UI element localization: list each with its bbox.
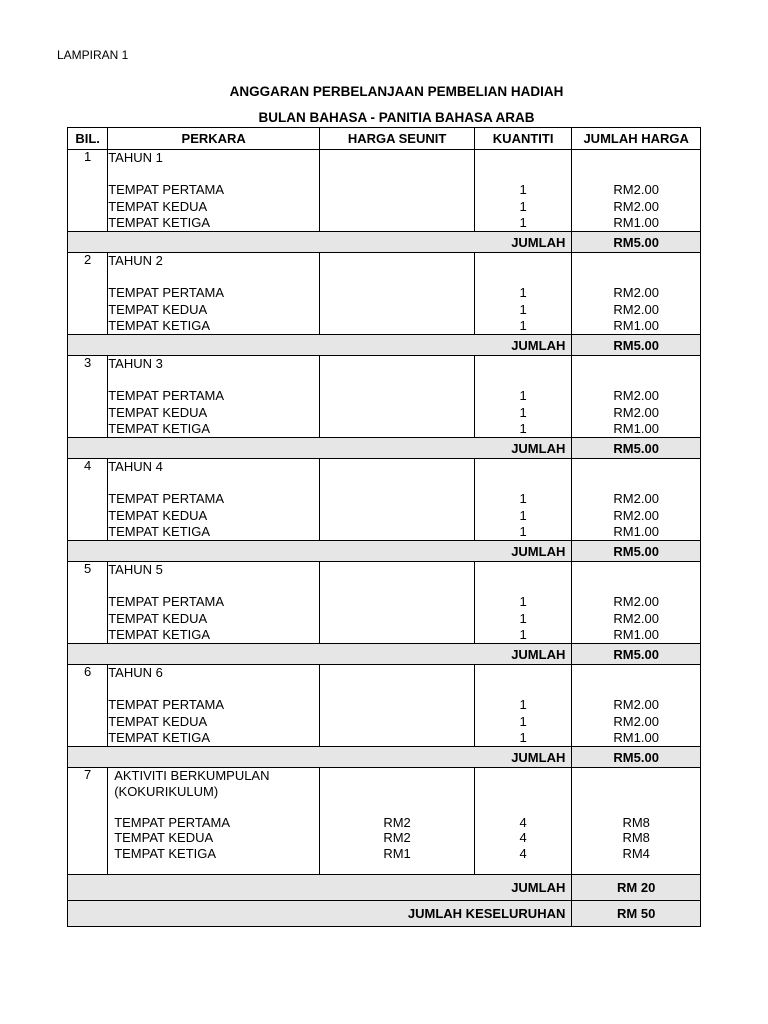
item-name: TEMPAT PERTAMA — [108, 697, 225, 713]
item-quantity: 1 — [519, 697, 527, 713]
subtotal-label: JUMLAH — [68, 644, 572, 665]
year-subtotal-row — [68, 541, 701, 562]
item-name: TEMPAT KETIGA — [108, 729, 211, 745]
item-quantity: 1 — [519, 404, 527, 420]
unit-price: RM2 — [383, 814, 411, 830]
amount-cell — [572, 562, 701, 644]
item-quantity: 1 — [519, 713, 527, 729]
year-title: TAHUN 4 — [108, 459, 163, 474]
item-quantity: 1 — [519, 198, 527, 214]
year-section-row — [68, 150, 701, 232]
year-subtotal-row — [68, 644, 701, 665]
item-amount: RM1.00 — [613, 729, 659, 745]
year-subtotal-row — [68, 438, 701, 459]
subtotal-label: JUMLAH — [68, 438, 572, 459]
item-quantity: 1 — [519, 507, 527, 523]
item-amount: RM1.00 — [613, 420, 659, 436]
table-header-row — [68, 128, 701, 150]
year-items — [108, 665, 320, 747]
year-items — [108, 253, 320, 335]
item-amount: RM2.00 — [613, 388, 659, 404]
item-amount: RM1.00 — [613, 214, 659, 230]
item-quantity: 1 — [519, 317, 527, 333]
item-quantity: 1 — [519, 182, 527, 198]
year-items — [108, 562, 320, 644]
year-items — [108, 459, 320, 541]
column-header-bil: BIL. — [68, 128, 108, 150]
item-amount: RM2.00 — [613, 697, 659, 713]
year-items — [108, 356, 320, 438]
item-name: TEMPAT KEDUA — [108, 198, 208, 214]
year-subtotal-row — [68, 232, 701, 253]
unit-price-cell — [320, 665, 475, 747]
activity-title: AKTIVITI BERKUMPULAN — [114, 768, 270, 783]
item-name: TEMPAT KEDUA — [108, 301, 208, 317]
subtotal-value: RM5.00 — [572, 541, 701, 562]
activity-subtitle: (KOKURIKULUM) — [114, 783, 219, 799]
year-subtotal-row — [68, 335, 701, 356]
item-amount: RM2.00 — [613, 404, 659, 420]
table-body — [68, 150, 701, 927]
item-quantity: 1 — [519, 388, 527, 404]
year-title: TAHUN 5 — [108, 562, 163, 577]
item-name: TEMPAT KEDUA — [108, 713, 208, 729]
column-header-perkara: PERKARA — [108, 128, 320, 150]
document-title: ANGGARAN PERBELANJAAN PEMBELIAN HADIAH — [229, 84, 564, 99]
subtotal-label: JUMLAH — [68, 747, 572, 768]
row-number: 2 — [68, 253, 108, 335]
quantity-cell — [474, 665, 571, 747]
quantity-cell — [474, 253, 571, 335]
subtotal-value: RM 20 — [572, 875, 701, 901]
column-header-jumlah-harga: JUMLAH HARGA — [572, 128, 701, 150]
item-amount: RM4 — [622, 845, 650, 861]
item-quantity: 1 — [519, 729, 527, 745]
year-items — [108, 150, 320, 232]
item-amount: RM8 — [622, 814, 650, 830]
row-number: 4 — [68, 459, 108, 541]
item-amount: RM2.00 — [613, 491, 659, 507]
column-header-kuantiti: KUANTITI — [474, 128, 571, 150]
amount-cell — [572, 665, 701, 747]
amount-cell — [572, 253, 701, 335]
item-name: TEMPAT PERTAMA — [108, 594, 225, 610]
item-amount: RM2.00 — [613, 198, 659, 214]
item-quantity: 1 — [519, 626, 527, 642]
quantity-cell — [474, 459, 571, 541]
item-name: TEMPAT PERTAMA — [108, 388, 225, 404]
quantity-cell — [474, 356, 571, 438]
item-amount: RM1.00 — [613, 523, 659, 539]
budget-table — [67, 127, 701, 927]
row-number: 6 — [68, 665, 108, 747]
subtotal-value: RM5.00 — [572, 232, 701, 253]
grand-total-value: RM 50 — [572, 901, 701, 927]
item-amount: RM1.00 — [613, 317, 659, 333]
item-name: TEMPAT KETIGA — [114, 845, 217, 861]
item-name: TEMPAT KETIGA — [108, 420, 211, 436]
item-name: TEMPAT PERTAMA — [108, 285, 225, 301]
year-section-row — [68, 665, 701, 747]
row-number: 3 — [68, 356, 108, 438]
year-section-row — [68, 562, 701, 644]
row-number: 7 — [68, 768, 108, 875]
amount-cell — [572, 356, 701, 438]
quantity-cell — [474, 562, 571, 644]
subtotal-value: RM5.00 — [572, 644, 701, 665]
item-name: TEMPAT KETIGA — [108, 214, 211, 230]
item-amount: RM2.00 — [613, 285, 659, 301]
activity-items — [108, 768, 320, 875]
item-amount: RM2.00 — [613, 507, 659, 523]
unit-price-cell — [320, 459, 475, 541]
activity-row — [68, 768, 701, 875]
item-name: TEMPAT KETIGA — [108, 626, 211, 642]
item-amount: RM8 — [622, 830, 650, 846]
amount-cell — [572, 459, 701, 541]
activity-subtotal-row — [68, 875, 701, 901]
unit-price-cell — [320, 253, 475, 335]
document-subtitle: BULAN BAHASA - PANITIA BAHASA ARAB — [258, 110, 535, 125]
unit-price: RM2 — [383, 830, 411, 846]
attachment-label: LAMPIRAN 1 — [57, 48, 129, 62]
item-quantity: 1 — [519, 491, 527, 507]
item-quantity: 4 — [519, 830, 527, 846]
item-name: TEMPAT KEDUA — [114, 830, 214, 846]
item-quantity: 1 — [519, 420, 527, 436]
item-quantity: 1 — [519, 285, 527, 301]
item-quantity: 1 — [519, 301, 527, 317]
year-section-row — [68, 459, 701, 541]
year-subtotal-row — [68, 747, 701, 768]
item-amount: RM2.00 — [613, 182, 659, 198]
item-name: TEMPAT KETIGA — [108, 317, 211, 333]
year-section-row — [68, 356, 701, 438]
year-title: TAHUN 1 — [108, 150, 163, 165]
grand-total-row — [68, 901, 701, 927]
unit-price-cell — [320, 150, 475, 232]
quantity-cell — [474, 150, 571, 232]
subtotal-label: JUMLAH — [68, 875, 572, 901]
quantity-cell — [474, 768, 571, 875]
row-number: 1 — [68, 150, 108, 232]
item-name: TEMPAT PERTAMA — [114, 814, 231, 830]
item-amount: RM2.00 — [613, 301, 659, 317]
item-name: TEMPAT KETIGA — [108, 523, 211, 539]
item-amount: RM2.00 — [613, 594, 659, 610]
item-amount: RM2.00 — [613, 713, 659, 729]
item-amount: RM2.00 — [613, 610, 659, 626]
subtotal-label: JUMLAH — [68, 541, 572, 562]
item-quantity: 4 — [519, 845, 527, 861]
year-section-row — [68, 253, 701, 335]
unit-price-cell — [320, 768, 475, 875]
item-name: TEMPAT KEDUA — [108, 507, 208, 523]
column-header-harga-seunit: HARGA SEUNIT — [320, 128, 475, 150]
item-quantity: 1 — [519, 610, 527, 626]
unit-price: RM1 — [383, 845, 411, 861]
item-name: TEMPAT PERTAMA — [108, 182, 225, 198]
item-name: TEMPAT KEDUA — [108, 610, 208, 626]
year-title: TAHUN 3 — [108, 356, 163, 371]
subtotal-value: RM5.00 — [572, 335, 701, 356]
grand-total-label: JUMLAH KESELURUHAN — [68, 901, 572, 927]
unit-price-cell — [320, 356, 475, 438]
subtotal-label: JUMLAH — [68, 232, 572, 253]
item-amount: RM1.00 — [613, 626, 659, 642]
amount-cell — [572, 768, 701, 875]
item-quantity: 1 — [519, 523, 527, 539]
unit-price-cell — [320, 562, 475, 644]
subtotal-value: RM5.00 — [572, 747, 701, 768]
item-quantity: 1 — [519, 594, 527, 610]
item-quantity: 4 — [519, 814, 527, 830]
subtotal-value: RM5.00 — [572, 438, 701, 459]
year-title: TAHUN 2 — [108, 253, 163, 268]
amount-cell — [572, 150, 701, 232]
row-number: 5 — [68, 562, 108, 644]
year-title: TAHUN 6 — [108, 665, 163, 680]
item-quantity: 1 — [519, 214, 527, 230]
item-name: TEMPAT KEDUA — [108, 404, 208, 420]
item-name: TEMPAT PERTAMA — [108, 491, 225, 507]
subtotal-label: JUMLAH — [68, 335, 572, 356]
